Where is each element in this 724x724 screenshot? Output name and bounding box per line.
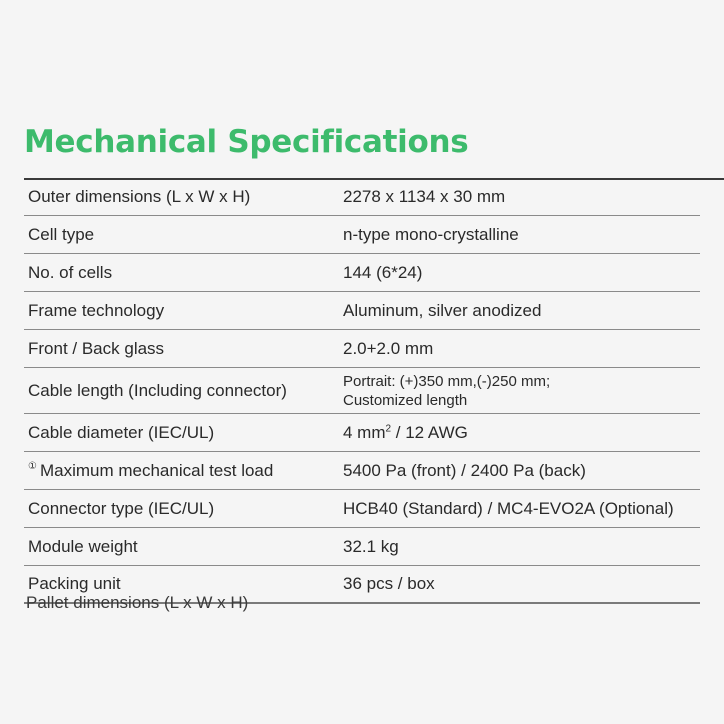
- table-row: [24, 414, 700, 452]
- spec-value: [343, 372, 700, 410]
- spec-value: [343, 423, 700, 443]
- spec-value: Aluminum, silver anodized: [343, 300, 542, 320]
- table-row: [24, 490, 700, 528]
- cropped-next-row: [26, 593, 296, 612]
- table-row: [24, 178, 700, 216]
- spec-value-line: Portrait: (+)350 mm,(-)250 mm;: [343, 372, 551, 390]
- spec-value-line: Customized length: [343, 391, 468, 409]
- spec-value: 144 (6*24): [343, 262, 423, 282]
- spec-value: HCB40 (Standard) / MC4-EVO2A (Optional): [343, 498, 674, 518]
- spec-label: [24, 461, 343, 481]
- footnote-marker: ①: [28, 460, 37, 472]
- spec-value: 2278 x 1134 x 30 mm: [343, 186, 506, 206]
- table-row: [24, 216, 700, 254]
- spec-label: Frame technology: [28, 300, 165, 320]
- table-row: [24, 452, 700, 490]
- spec-value-main: 4 mm: [343, 422, 386, 442]
- spec-label: No. of cells: [28, 262, 113, 282]
- spec-label: Front / Back glass: [28, 338, 165, 358]
- spec-label: Cell type: [28, 224, 95, 244]
- spec-label: Packing unit: [28, 574, 121, 593]
- spec-value: 5400 Pa (front) / 2400 Pa (back): [343, 460, 586, 480]
- table-row: [24, 368, 700, 414]
- spec-value-suffix: / 12 AWG: [391, 422, 468, 442]
- section-title: Mechanical Specifications: [24, 124, 469, 160]
- spec-label-text: Maximum mechanical test load: [39, 460, 274, 480]
- spec-value: 32.1 kg: [343, 536, 399, 556]
- spec-value: 2.0+2.0 mm: [343, 338, 434, 358]
- table-row: [24, 292, 700, 330]
- spec-label: Module weight: [28, 536, 138, 556]
- spec-label: Cable diameter (IEC/UL): [28, 422, 215, 442]
- spec-table: [24, 178, 700, 604]
- spec-label: Connector type (IEC/UL): [28, 498, 215, 518]
- table-row: [24, 254, 700, 292]
- spec-label: Cable length (Including connector): [28, 380, 287, 400]
- spec-label: Outer dimensions (L x W x H): [28, 186, 251, 206]
- table-row: [24, 330, 700, 368]
- table-row: [24, 528, 700, 566]
- spec-value: 36 pcs / box: [343, 574, 435, 593]
- spec-value: n-type mono-crystalline: [343, 224, 519, 244]
- superscript: 2: [385, 422, 392, 434]
- cropped-row-text: Pallet dimensions (L x W x H): [26, 593, 249, 612]
